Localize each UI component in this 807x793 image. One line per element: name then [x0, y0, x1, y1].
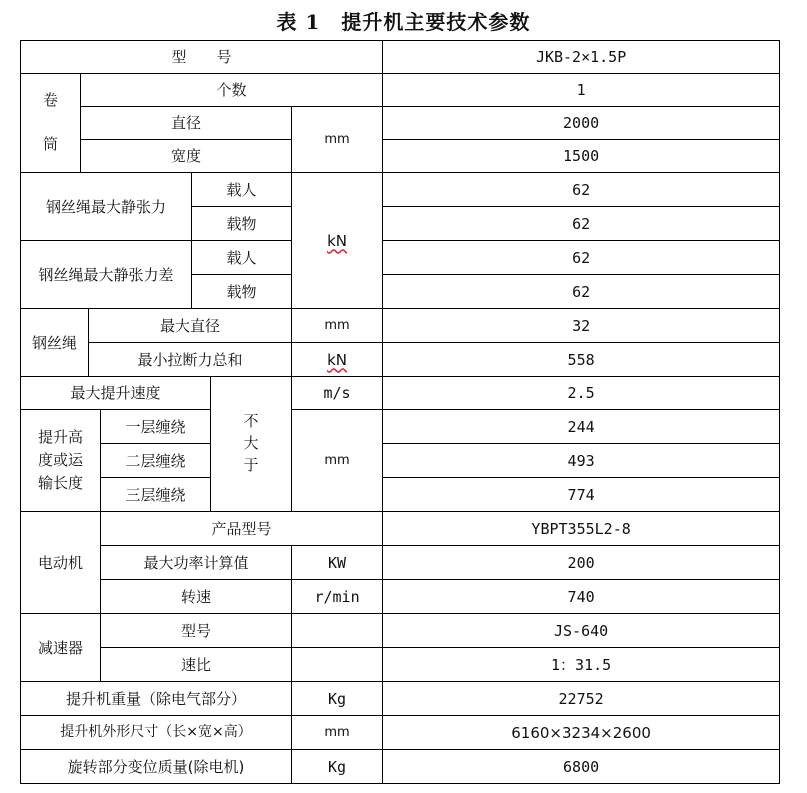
table-row — [21, 648, 780, 682]
table-row — [21, 41, 780, 74]
drum-diameter-label: 直径 — [81, 107, 292, 140]
layer1-value: 244 — [383, 410, 780, 444]
reducer-ratio-label: 速比 — [101, 648, 292, 682]
table-row — [21, 716, 780, 750]
table-row — [21, 750, 780, 784]
table-row — [21, 682, 780, 716]
rope-max-diameter-unit: mm — [292, 309, 383, 343]
max-speed-value: 2.5 — [383, 377, 780, 410]
drum-diameter-value: 2000 — [383, 107, 780, 140]
rope-group-label: 钢丝绳 — [21, 309, 89, 377]
rope-max-diameter-label: 最大直径 — [89, 309, 292, 343]
rope-breaking-force-label: 最小拉断力总和 — [89, 343, 292, 377]
hoist-height-unit: mm — [292, 410, 383, 512]
table-row — [21, 444, 780, 478]
max-tension-label: 钢丝绳最大静张力 — [21, 173, 192, 241]
dimensions-label: 提升机外形尺寸（长×宽×高） — [21, 716, 292, 750]
layer3-label: 三层缠绕 — [101, 478, 211, 512]
tension-unit-text: kN — [327, 231, 347, 250]
table-row — [21, 173, 780, 207]
max-tension-people-label: 载人 — [192, 173, 292, 207]
dimensions-value: 6160×3234×2600 — [383, 716, 780, 750]
max-speed-label: 最大提升速度 — [21, 377, 211, 410]
table-row — [21, 512, 780, 546]
motor-power-unit: KW — [292, 546, 383, 580]
rotating-mass-unit: Kg — [292, 750, 383, 784]
rope-breaking-force-value: 558 — [383, 343, 780, 377]
table-row — [21, 410, 780, 444]
tension-unit — [292, 173, 383, 309]
motor-speed-value: 740 — [383, 580, 780, 614]
model-label: 型 号 — [21, 41, 383, 74]
table-row — [21, 140, 780, 173]
table-row — [21, 241, 780, 275]
motor-group-label: 电动机 — [21, 512, 101, 614]
table-row — [21, 74, 780, 107]
motor-model-label: 产品型号 — [101, 512, 383, 546]
dimensions-unit: mm — [292, 716, 383, 750]
reducer-ratio-value: 1：31.5 — [383, 648, 780, 682]
rotating-mass-value: 6800 — [383, 750, 780, 784]
reducer-model-label: 型号 — [101, 614, 292, 648]
tension-diff-cargo-label: 载物 — [192, 275, 292, 309]
motor-model-value: YBPT355L2-8 — [383, 512, 780, 546]
reducer-group-label: 减速器 — [21, 614, 101, 682]
motor-speed-label: 转速 — [101, 580, 292, 614]
layer2-label: 二层缠绕 — [101, 444, 211, 478]
drum-group-label — [21, 74, 81, 173]
drum-group-text: 卷 筒 — [42, 91, 58, 153]
rope-breaking-force-unit-text: kN — [327, 350, 347, 369]
hoist-weight-value: 22752 — [383, 682, 780, 716]
motor-power-value: 200 — [383, 546, 780, 580]
table-row — [21, 309, 780, 343]
rotating-mass-label: 旋转部分变位质量(除电机) — [21, 750, 292, 784]
tension-diff-people-label: 载人 — [192, 241, 292, 275]
motor-power-label: 最大功率计算值 — [101, 546, 292, 580]
hoist-weight-label: 提升机重量（除电气部分） — [21, 682, 292, 716]
max-tension-people-value: 62 — [383, 173, 780, 207]
drum-unit: mm — [292, 107, 383, 173]
tension-diff-people-value: 62 — [383, 241, 780, 275]
max-tension-cargo-value: 62 — [383, 207, 780, 241]
tension-diff-cargo-value: 62 — [383, 275, 780, 309]
max-speed-unit: m/s — [292, 377, 383, 410]
table-row — [21, 580, 780, 614]
table-row — [21, 478, 780, 512]
drum-width-value: 1500 — [383, 140, 780, 173]
reducer-ratio-unit — [292, 648, 383, 682]
layer1-label: 一层缠绕 — [101, 410, 211, 444]
drum-count-label: 个数 — [81, 74, 383, 107]
tension-diff-label: 钢丝绳最大静张力差 — [21, 241, 192, 309]
table-title: 表 1 提升机主要技术参数 — [276, 10, 531, 34]
drum-width-label: 宽度 — [81, 140, 292, 173]
table-row — [21, 546, 780, 580]
spec-table — [20, 40, 780, 784]
model-value: JKB-2×1.5P — [383, 41, 780, 74]
max-tension-cargo-label: 载物 — [192, 207, 292, 241]
rope-max-diameter-value: 32 — [383, 309, 780, 343]
layer3-value: 774 — [383, 478, 780, 512]
not-greater-label — [211, 377, 292, 512]
drum-count-value: 1 — [383, 74, 780, 107]
not-greater-text: 不 大 于 — [243, 412, 259, 474]
hoist-weight-unit: Kg — [292, 682, 383, 716]
rope-breaking-force-unit — [292, 343, 383, 377]
reducer-model-unit — [292, 614, 383, 648]
hoist-height-group-label: 提升高 度或运 输长度 — [21, 410, 101, 512]
table-row — [21, 107, 780, 140]
reducer-model-value: JS-640 — [383, 614, 780, 648]
table-row — [21, 614, 780, 648]
table-row — [21, 343, 780, 377]
motor-speed-unit: r/min — [292, 580, 383, 614]
layer2-value: 493 — [383, 444, 780, 478]
table-row — [21, 377, 780, 410]
